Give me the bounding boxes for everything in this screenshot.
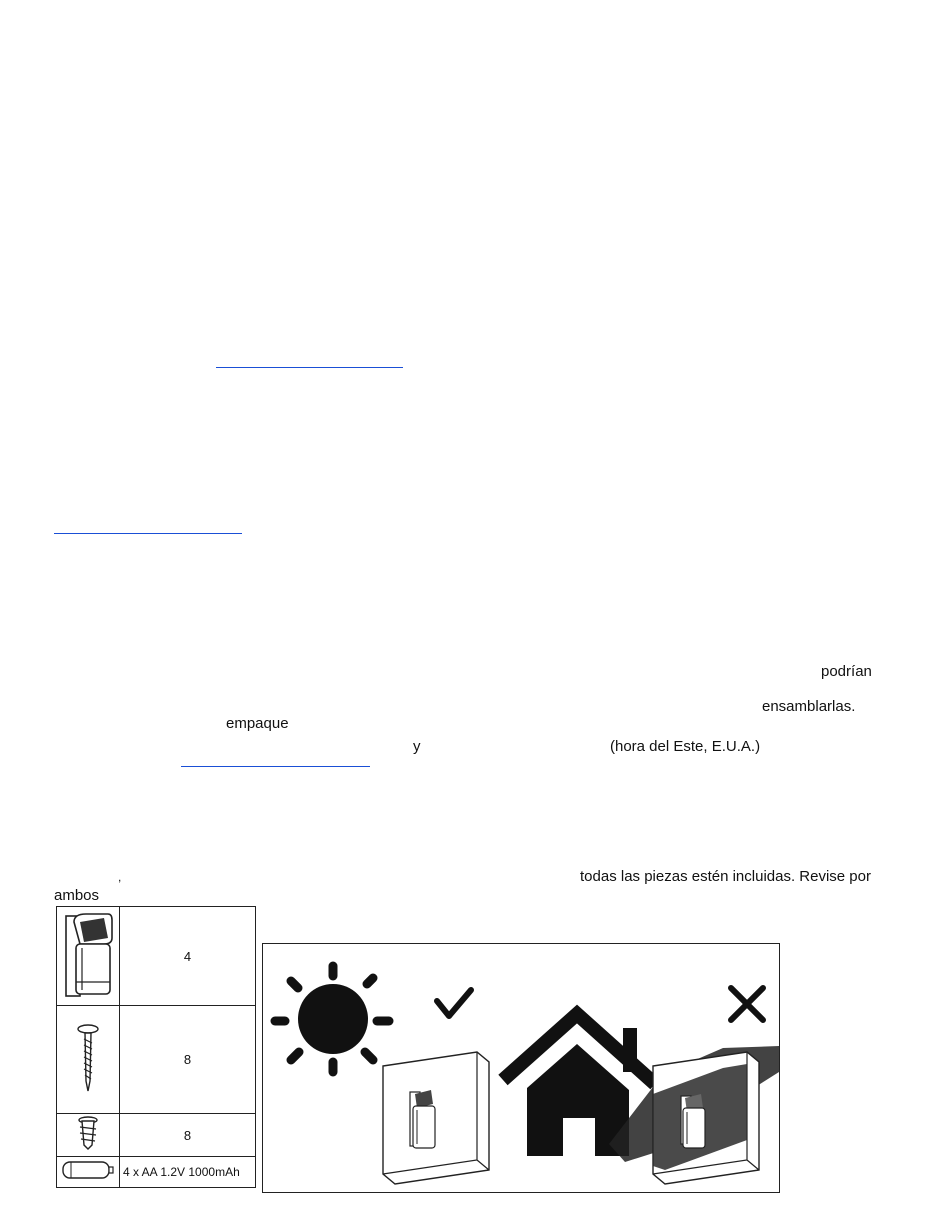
battery-icon bbox=[59, 1159, 117, 1181]
parts-table bbox=[56, 906, 256, 1188]
wall-panel-bad bbox=[653, 1052, 759, 1184]
parts-row bbox=[57, 907, 256, 1006]
parts-quantity: 4 x AA 1.2V 1000mAh bbox=[120, 1157, 256, 1188]
parts-quantity: 4 bbox=[120, 907, 256, 1006]
text-ambos: ambos bbox=[54, 887, 100, 904]
text-ensamblarlas: ensamblarlas. bbox=[762, 698, 856, 715]
text-comma: , bbox=[118, 870, 122, 884]
parts-row bbox=[57, 1114, 256, 1157]
installation-illustration bbox=[262, 943, 780, 1193]
text-podrian: podrían bbox=[821, 663, 872, 680]
parts-row bbox=[57, 1006, 256, 1114]
text-y: y bbox=[413, 738, 421, 755]
parts-quantity: 8 bbox=[120, 1114, 256, 1157]
text-hora-este: (hora del Este, E.U.A.) bbox=[610, 738, 761, 755]
solar-light-icon bbox=[60, 908, 116, 1000]
screw-icon bbox=[73, 1023, 103, 1093]
wall-anchor-icon bbox=[71, 1115, 105, 1151]
parts-quantity: 8 bbox=[120, 1006, 256, 1114]
link-underline[interactable] bbox=[181, 766, 370, 767]
parts-row bbox=[57, 1157, 256, 1188]
link-underline[interactable] bbox=[216, 367, 403, 368]
link-underline[interactable] bbox=[54, 533, 242, 534]
check-icon bbox=[437, 990, 471, 1016]
wall-panel-good bbox=[383, 1052, 489, 1184]
x-icon bbox=[731, 988, 763, 1020]
text-todas-piezas: todas las piezas estén incluidas. Revise por bbox=[580, 868, 871, 885]
sun-icon bbox=[275, 966, 389, 1072]
text-empaque: empaque bbox=[226, 715, 289, 732]
